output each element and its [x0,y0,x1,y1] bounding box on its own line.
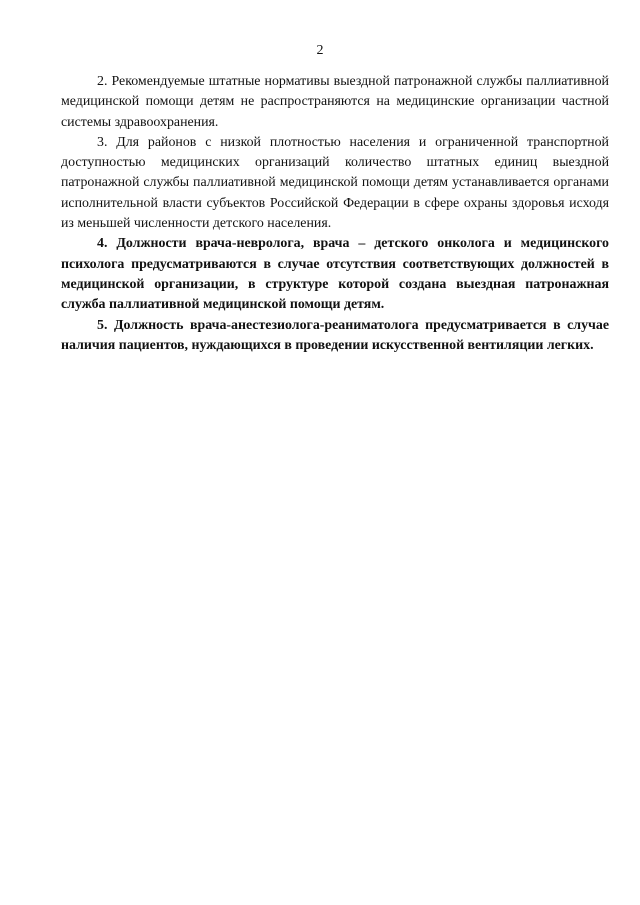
document-body [61,72,609,356]
paragraph-3: 3. Для районов с низкой плотностью населения и ограниченной транспортной доступностью медицинских организаций количество штатных единиц выездной патронажной службы паллиативной медицинской помощи детям устанавливается органами исполнительной власти субъектов Российской Федерации в сфере охраны здоровья исходя из меньшей численности детского населения. [61,134,609,232]
page-number: 2 [316,43,324,58]
paragraph-5: 5. Должность врача-анестезиолога-реаниматолога предусматривается в случае наличия пациентов, нуждающихся в проведении искусственной вентиляции легких. [61,317,609,353]
paragraph-4: 4. Должности врача-невролога, врача – детского онколога и медицинского психолога предусматриваются в случае отсутствия соответствующих должностей в медицинской организации, в структуре которой создана выездная патронажная служба паллиативной медицинской помощи детям. [61,236,609,313]
paragraph-2: 2. Рекомендуемые штатные нормативы выездной патронажной службы паллиативной медицинской помощи детям не распространяются на медицинские организации частной системы здравоохранения. [61,74,609,130]
